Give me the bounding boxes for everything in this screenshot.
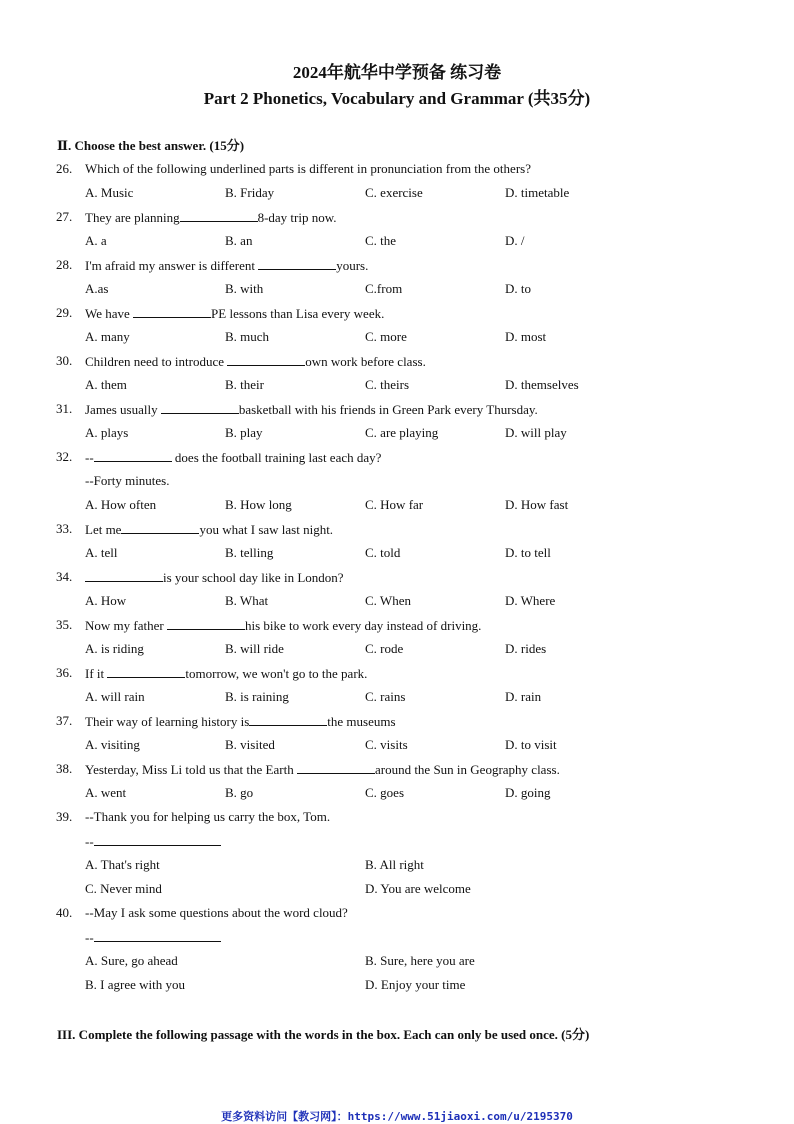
options-row [0,736,794,754]
answer-blank[interactable] [121,520,199,534]
answer-option[interactable]: D. Where [505,593,556,608]
answer-option[interactable]: C. goes [365,785,404,800]
options-row [0,880,794,898]
answer-option[interactable]: A.as [85,281,109,296]
answer-option[interactable]: D. going [505,785,551,800]
answer-option[interactable]: A. Sure, go ahead [85,953,178,968]
answer-option[interactable]: B. will ride [225,641,284,656]
question-number: 38. [56,761,73,776]
answer-blank[interactable] [94,928,221,942]
question-number: 31. [56,401,73,416]
answer-blank[interactable] [297,760,375,774]
answer-blank[interactable] [167,616,245,630]
answer-option[interactable]: C. told [365,545,401,560]
answer-option[interactable]: B. Sure, here you are [365,953,475,968]
question-number: 30. [56,353,73,368]
options-row [0,976,794,994]
question-text: If it tomorrow, we won't go to the park. [85,666,368,681]
answer-option[interactable]: A. is riding [85,641,144,656]
section-3-heading: III. Complete the following passage with the words in the box. Each can only be used once. (5分) [57,1027,590,1042]
answer-option[interactable]: D. most [505,329,547,344]
question-number: 37. [56,713,73,728]
question-number: 26. [56,161,73,176]
question-number: 40. [56,905,73,920]
options-row [0,688,794,706]
question-number: 33. [56,521,73,536]
options-row [0,544,794,562]
question-stem [0,664,794,682]
answer-option[interactable]: D. timetable [505,185,570,200]
answer-option[interactable]: D. / [505,233,525,248]
answer-option[interactable]: C. are playing [365,425,439,440]
answer-option[interactable]: C. exercise [365,185,423,200]
answer-option[interactable]: A. many [85,329,130,344]
options-row [0,856,794,874]
answer-option[interactable]: A. will rain [85,689,145,704]
answer-blank[interactable] [94,832,221,846]
question-stem [0,904,794,922]
options-row [0,424,794,442]
dialogue-reply: --Forty minutes. [85,473,170,488]
answer-option[interactable]: C.from [365,281,403,296]
answer-option[interactable]: B. an [225,233,253,248]
options-row [0,184,794,202]
answer-blank[interactable] [161,400,239,414]
answer-option[interactable]: D. rain [505,689,542,704]
answer-option[interactable]: B. their [225,377,264,392]
options-row [0,640,794,658]
answer-option[interactable]: B. is raining [225,689,289,704]
answer-option[interactable]: A. That's right [85,857,160,872]
question-stem [0,256,794,274]
answer-option[interactable]: B. much [225,329,270,344]
options-row [0,952,794,970]
answer-option[interactable]: C. How far [365,497,424,512]
question-number: 32. [56,449,73,464]
question-text: James usually basketball with his friends in Green Park every Thursday. [85,402,538,417]
answer-option[interactable]: A. a [85,233,107,248]
answer-blank[interactable] [227,352,305,366]
question-stem [0,304,794,322]
answer-option[interactable]: A. tell [85,545,118,560]
answer-option[interactable]: C. rode [365,641,404,656]
options-row [0,328,794,346]
answer-option[interactable]: A. plays [85,425,129,440]
answer-option[interactable]: D. How fast [505,497,569,512]
footer-link[interactable]: 更多资料访问【教习网】：https://www.51jiaoxi.com/u/2195370 [221,1110,573,1123]
dialogue-answer-line: -- [0,832,794,850]
section-2-heading: Ⅱ. Choose the best answer. (15分) [57,138,245,153]
options-row [0,232,794,250]
answer-option[interactable]: C. theirs [365,377,410,392]
answer-option[interactable]: A. them [85,377,127,392]
answer-blank[interactable] [133,304,211,318]
question-number: 28. [56,257,73,272]
question-number: 27. [56,209,73,224]
answer-option[interactable]: A. Music [85,185,134,200]
answer-option[interactable]: D. will play [505,425,567,440]
answer-option[interactable]: D. You are welcome [365,881,471,896]
question-text: is your school day like in London? [85,568,344,587]
exam-title: 2024年航华中学预备 练习卷 [292,63,502,82]
question-text: Children need to introduce own work before class. [85,354,426,369]
answer-blank[interactable] [258,256,336,270]
answer-option[interactable]: A. went [85,785,127,800]
answer-option[interactable]: B. How long [225,497,292,512]
question-stem [0,400,794,418]
answer-option[interactable]: B. visited [225,737,275,752]
question-text: They are planning 8-day trip now. [85,210,337,225]
answer-option[interactable]: D. rides [505,641,547,656]
question-stem [0,568,794,586]
options-row [0,496,794,514]
answer-option[interactable]: D. to tell [505,545,551,560]
question-stem [0,448,794,466]
answer-option[interactable]: B. with [225,281,264,296]
question-stem [0,616,794,634]
question-number: 29. [56,305,73,320]
answer-option[interactable]: D. themselves [505,377,579,392]
answer-option[interactable]: C. the [365,233,397,248]
answer-option[interactable]: A. How [85,593,127,608]
answer-option[interactable]: C. Never mind [85,881,162,896]
options-row [0,592,794,610]
question-text: --May I ask some questions about the word cloud? [85,905,348,920]
answer-option[interactable]: B. play [225,425,263,440]
question-stem [0,760,794,778]
answer-option[interactable]: C. visits [365,737,408,752]
answer-blank[interactable] [107,664,185,678]
question-number: 36. [56,665,73,680]
question-text: Let me you what I saw last night. [85,522,334,537]
answer-option[interactable]: A. visiting [85,737,140,752]
answer-option[interactable]: D. Enjoy your time [365,977,466,992]
answer-option[interactable]: D. to [505,281,531,296]
question-text: I'm afraid my answer is different yours. [85,258,369,273]
answer-option[interactable]: B. Friday [225,185,275,200]
question-stem [0,352,794,370]
question-stem [0,808,794,826]
dialogue-answer-line: -- [0,928,794,946]
question-text: We have PE lessons than Lisa every week. [85,306,385,321]
question-stem [0,160,794,178]
question-text: Their way of learning history is the museums [85,714,396,729]
answer-option[interactable]: D. to visit [505,737,557,752]
answer-blank[interactable] [94,448,172,462]
question-text: Which of the following underlined parts is different in pronunciation from the others? [85,161,531,176]
options-row [0,280,794,298]
answer-option[interactable]: C. rains [365,689,406,704]
answer-option[interactable]: C. When [365,593,411,608]
answer-option[interactable]: A. How often [85,497,157,512]
answer-option[interactable]: B. All right [365,857,424,872]
question-text: -- does the football training last each day? [85,450,382,465]
question-stem [0,712,794,730]
answer-option[interactable]: B. go [225,785,254,800]
answer-blank[interactable] [180,208,258,222]
question-text: Yesterday, Miss Li told us that the Earth around the Sun in Geography class. [85,762,560,777]
question-stem [0,208,794,226]
answer-blank[interactable] [249,712,327,726]
answer-option[interactable]: B. I agree with you [85,977,186,992]
options-row [0,784,794,802]
question-number: 39. [56,809,73,824]
answer-option[interactable]: C. more [365,329,407,344]
exam-subtitle: Part 2 Phonetics, Vocabulary and Grammar (共35分) [203,89,591,108]
question-text: Now my father his bike to work every day instead of driving. [85,618,482,633]
options-row [0,376,794,394]
question-number: 34. [56,569,73,584]
question-stem [0,520,794,538]
answer-option[interactable]: B. What [225,593,269,608]
question-text: --Thank you for helping us carry the box, Tom. [85,809,331,824]
question-number: 35. [56,617,73,632]
answer-blank[interactable] [85,568,163,582]
answer-option[interactable]: B. telling [225,545,274,560]
